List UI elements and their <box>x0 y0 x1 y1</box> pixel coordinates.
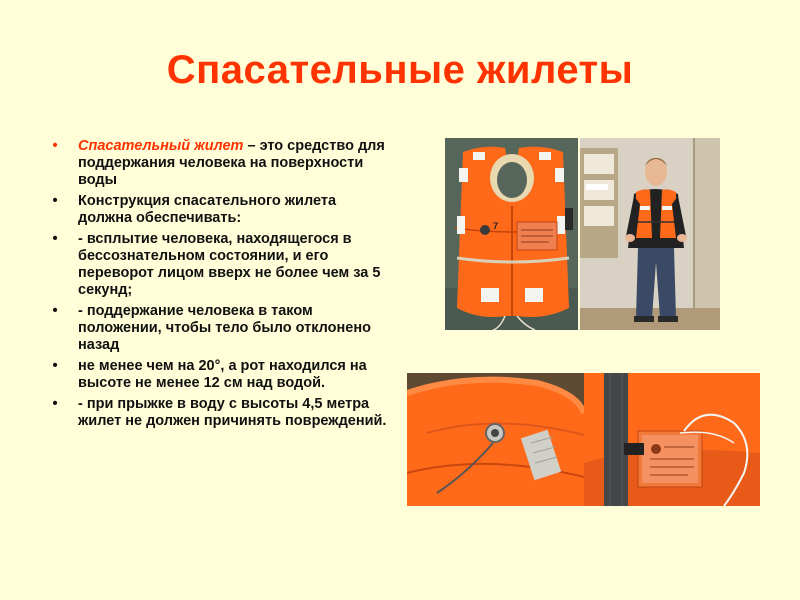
bullet-dot: • <box>52 138 58 154</box>
slide-title: Спасательные жилеты <box>166 48 634 92</box>
bullet-item <box>48 193 393 227</box>
bullet-dot: • <box>52 193 58 209</box>
bullet-list <box>48 138 393 434</box>
vest-detail-label-photo <box>584 373 760 506</box>
bullet-text: Конструкция спасательного жилета должна обеспечивать: <box>78 193 337 226</box>
bullet-item <box>48 303 393 354</box>
bullet-item <box>48 138 393 189</box>
man-wearing-vest-photo <box>580 138 720 330</box>
bullet-item <box>48 396 393 430</box>
vest-detail-whistle-photo <box>407 373 584 506</box>
bullet-text: – это средство для поддержания человека на поверхности воды <box>78 138 385 188</box>
bullet-dot: • <box>52 396 58 412</box>
bullet-dot: • <box>52 358 58 374</box>
bullet-item <box>48 231 393 299</box>
bullet-text: - всплытие человека, находящегося в бессознательном состоянии, и его переворот лицом вверх не более чем за 5 секунд; <box>78 231 381 298</box>
bullet-text: - при прыжке в воду с высоты 4,5 метра жилет не должен причинять повреждений. <box>78 396 387 429</box>
bullet-text: - поддержание человека в таком положении, чтобы тело было отклонено назад <box>78 303 371 353</box>
bullet-item <box>48 358 393 392</box>
life-vest-photo <box>445 138 578 330</box>
bullet-text: не менее чем на 20°, а рот находился на высоте не менее 12 см над водой. <box>78 358 367 391</box>
bullet-dot: • <box>52 231 58 247</box>
bullet-dot: • <box>52 303 58 319</box>
vest-number-label: 7 <box>493 221 499 231</box>
bullet-emphasis: Спасательный жилет <box>78 138 244 154</box>
